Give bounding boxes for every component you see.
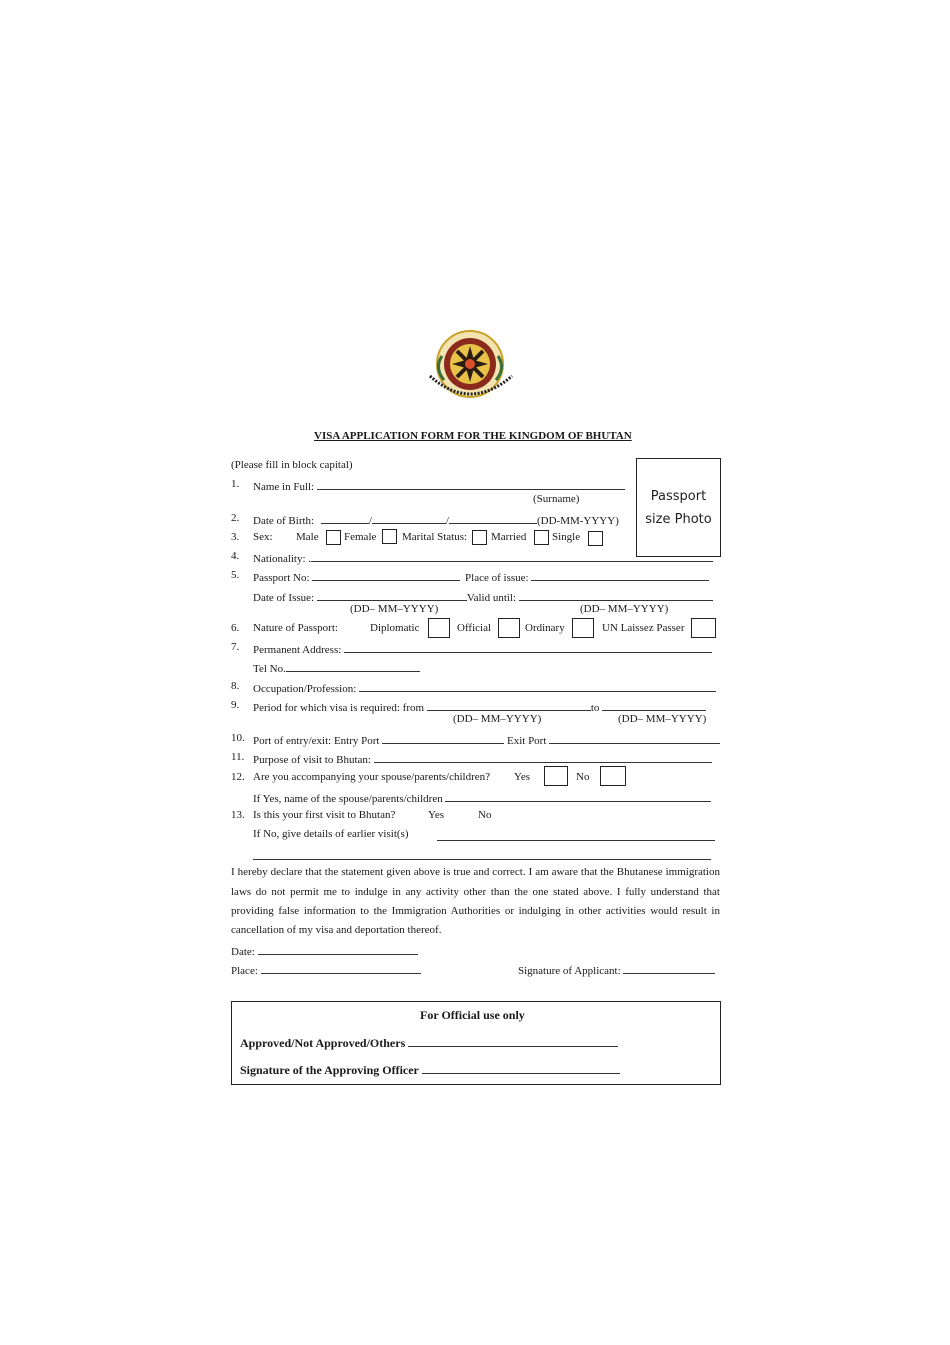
ordinary-label: Ordinary [525,622,565,634]
place-of-issue-label: Place of issue: [465,572,529,584]
male-label: Male [296,531,319,543]
tel-no-input[interactable] [286,660,420,672]
field-number: 5. [231,569,240,581]
purpose-label: Purpose of visit to Bhutan: [253,754,371,766]
field-number: 1. [231,478,240,490]
earlier-visits-input-line2[interactable] [253,848,711,860]
approval-status-input[interactable] [408,1035,618,1047]
entry-port-input[interactable] [382,732,504,744]
declaration-line: providing false information to the Immigration Authorities or indulging in other activities would result in [231,905,720,917]
exit-port-label: Exit Port [506,735,547,747]
surname-hint: (Surname) [533,493,580,505]
official-use-title: For Official use only [420,1008,525,1022]
ordinary-checkbox[interactable] [572,618,594,638]
field-number: 12. [231,771,245,783]
permanent-address-input[interactable] [344,641,712,653]
form-title: VISA APPLICATION FORM FOR THE KINGDOM OF BHUTAN [314,430,632,442]
field-number: 2. [231,512,240,524]
earlier-visits-input[interactable] [437,829,715,841]
no-label: No [576,771,590,783]
date-of-issue-input[interactable] [317,589,467,601]
name-input[interactable] [317,478,625,490]
occupation-input[interactable] [359,680,716,692]
exit-port-input[interactable] [549,732,720,744]
declaration-line: I hereby declare that the statement given above is true and correct. I am aware that the Bhutanese immigration [231,866,720,878]
official-use-box [231,1001,721,1085]
occupation-label: Occupation/Profession: [253,683,357,695]
field-number: 9. [231,699,240,711]
un-laissez-passer-label: UN Laissez Passer [602,622,685,634]
date-separator: / [368,515,372,527]
dob-label: Date of Birth: [253,515,315,527]
field-number: 11. [231,751,245,763]
first-visit-label: Is this your first visit to Bhutan? [253,809,396,821]
married-label: Married [491,531,527,543]
date-format-hint: (DD– MM–YYYY) [580,603,669,615]
nationality-label: Nationality: . [253,553,312,565]
field-number: 13. [231,809,245,821]
field-number: 10. [231,732,245,744]
date-label: Date: [231,946,255,958]
passport-no-input[interactable] [312,569,460,581]
visa-to-label: to [590,702,600,714]
yes-label: Yes [514,771,531,783]
field-number: 3. [231,531,240,543]
signature-label: Signature of Applicant: [518,965,621,977]
declaration-line: cancellation of my visa and deportation thereof. [231,924,442,936]
valid-until-label: Valid until: [466,592,517,604]
first-visit-no-option[interactable]: No [478,809,492,821]
spouse-name-label: If Yes, name of the spouse/parents/children [253,793,443,805]
date-separator: / [445,515,449,527]
dob-format: (DD-MM-YYYY) [536,515,619,527]
tel-no-label: Tel No. [253,663,286,675]
field-number: 6. [231,622,240,634]
date-of-issue-label: Date of Issue: [253,592,315,604]
date-input[interactable] [258,943,418,955]
accompanying-label: Are you accompanying your spouse/parents/children? [253,771,491,783]
visa-to-input[interactable] [602,699,706,711]
official-checkbox[interactable] [498,618,520,638]
spouse-name-input[interactable] [445,790,711,802]
marital-status-label: Marital Status: [402,531,468,543]
name-label: Name in Full: [253,481,315,493]
field-number: 4. [231,550,240,562]
nature-of-passport-label: Nature of Passport: [253,622,338,634]
first-visit-yes-option[interactable]: Yes [428,809,445,821]
valid-until-input[interactable] [519,589,713,601]
place-label: Place: [231,965,258,977]
place-of-issue-input[interactable] [531,569,709,581]
field-number: 7. [231,641,240,653]
male-checkbox[interactable] [326,530,341,545]
field-number: 8. [231,680,240,692]
passport-no-label: Passport No: [253,572,310,584]
single-label: Single [552,531,581,543]
bhutan-emblem-logo [420,328,520,412]
date-format-hint: (DD– MM–YYYY) [618,713,707,725]
dob-day-input[interactable] [321,512,369,524]
official-label: Official [457,622,492,634]
visa-from-input[interactable] [427,699,591,711]
photo-label-line1: Passport [650,488,707,504]
dob-year-input[interactable] [449,512,537,524]
dob-month-input[interactable] [372,512,446,524]
accompanying-yes-checkbox[interactable] [544,766,568,786]
diplomatic-label: Diplomatic [370,622,420,634]
nationality-input[interactable] [311,550,713,562]
married-checkbox[interactable] [534,530,549,545]
sex-label: Sex: [253,531,273,543]
purpose-input[interactable] [374,751,712,763]
female-label: Female [344,531,377,543]
date-format-hint: (DD– MM–YYYY) [453,713,542,725]
single-checkbox[interactable] [588,531,603,546]
approving-officer-signature-input[interactable] [422,1062,620,1074]
approving-officer-signature-label: Signature of the Approving Officer [240,1063,419,1077]
visa-period-label: Period for which visa is required: from [253,702,425,714]
marital-checkbox[interactable] [472,530,487,545]
female-checkbox[interactable] [382,529,397,544]
date-format-hint: (DD– MM–YYYY) [350,603,439,615]
accompanying-no-checkbox[interactable] [600,766,626,786]
photo-label-line2: size Photo [645,511,712,527]
passport-photo-box[interactable] [636,458,721,557]
instruction-text: (Please fill in block capital) [231,459,353,471]
earlier-visits-label: If No, give details of earlier visit(s) [253,828,409,840]
entry-port-label: Port of entry/exit: Entry Port [253,735,380,747]
place-input[interactable] [261,962,421,974]
un-laissez-passer-checkbox[interactable] [691,618,716,638]
diplomatic-checkbox[interactable] [428,618,450,638]
signature-input[interactable] [623,962,715,974]
declaration-line: laws do not permit me to indulge in any activity other than the one stated above. I fully understand that [231,886,720,898]
permanent-address-label: Permanent Address: [253,644,342,656]
approval-status-label: Approved/Not Approved/Others [240,1036,406,1050]
